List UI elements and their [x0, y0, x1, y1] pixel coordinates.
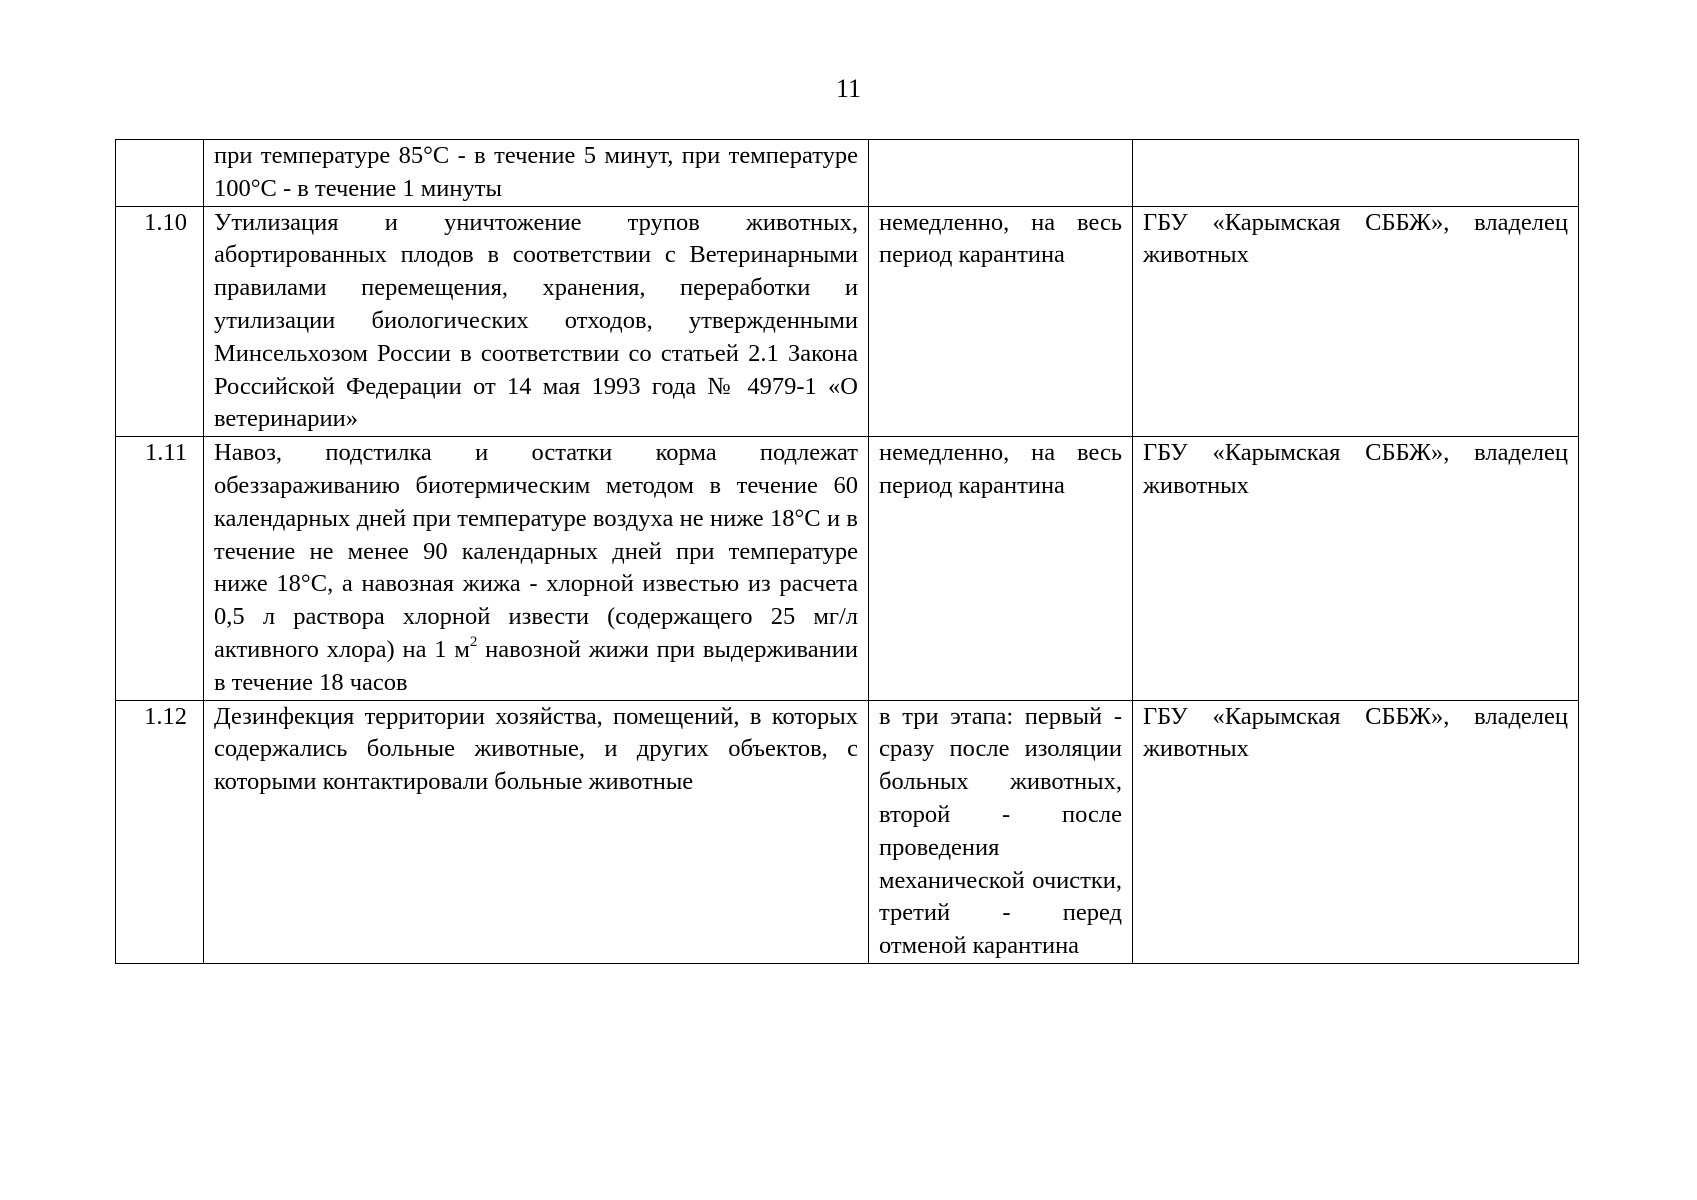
table-row	[116, 206, 1579, 437]
row-number: 1.10	[116, 206, 204, 437]
measure-text	[204, 437, 869, 700]
page-number: 11	[835, 74, 862, 103]
superscript: 2	[469, 633, 478, 650]
table-row	[116, 700, 1579, 963]
table-row	[116, 437, 1579, 700]
measure-text-part: Навоз, подстилка и остатки корма подлежат обеззараживанию биотермическим методом в течение 60 календарных дней при температуре воздуха не ниже 18°C и в течение не менее 90 календарных дней при температуре ниже 18°C, а навозная жижа - хлорной известью из расчета 0,5 л раствора хлорной извести (содержащего 25 мг/л активного хлора) на 1 м	[214, 439, 858, 663]
responsible-text: ГБУ «Карымская СББЖ», владелец животных	[1133, 700, 1579, 963]
measure-text: Дезинфекция территории хозяйства, помещений, в которых содержались больные животные, и других объектов, с которыми контактировали больные животные	[204, 700, 869, 963]
measure-text-part: навозной жижи при выдерживании в течение 18 часов	[214, 635, 858, 696]
term-text: немедленно, на весь период карантина	[869, 437, 1133, 700]
responsible-text: ГБУ «Карымская СББЖ», владелец животных	[1133, 437, 1579, 700]
term-text: в три этапа: первый - сразу после изоляции больных животных, второй - после проведения механической очистки, третий - перед отменой карантина	[869, 700, 1133, 963]
row-number: 1.11	[116, 437, 204, 700]
measure-text: при температуре 85°C - в течение 5 минут, при температуре 100°C - в течение 1 минуты	[204, 140, 869, 207]
term-text: немедленно, на весь период карантина	[869, 206, 1133, 437]
row-number	[116, 140, 204, 207]
term-text	[869, 140, 1133, 207]
table-row	[116, 140, 1579, 207]
responsible-text	[1133, 140, 1579, 207]
row-number: 1.12	[116, 700, 204, 963]
measures-table	[115, 139, 1579, 964]
responsible-text: ГБУ «Карымская СББЖ», владелец животных	[1133, 206, 1579, 437]
measure-text: Утилизация и уничтожение трупов животных, абортированных плодов в соответствии с Ветеринарными правилами перемещения, хранения, переработки и утилизации биологических отходов, утвержденными Минсельхозом России в соответствии со статьей 2.1 Закона Российской Федерации от 14 мая 1993 года № 4979-1 «О ветеринарии»	[204, 206, 869, 437]
